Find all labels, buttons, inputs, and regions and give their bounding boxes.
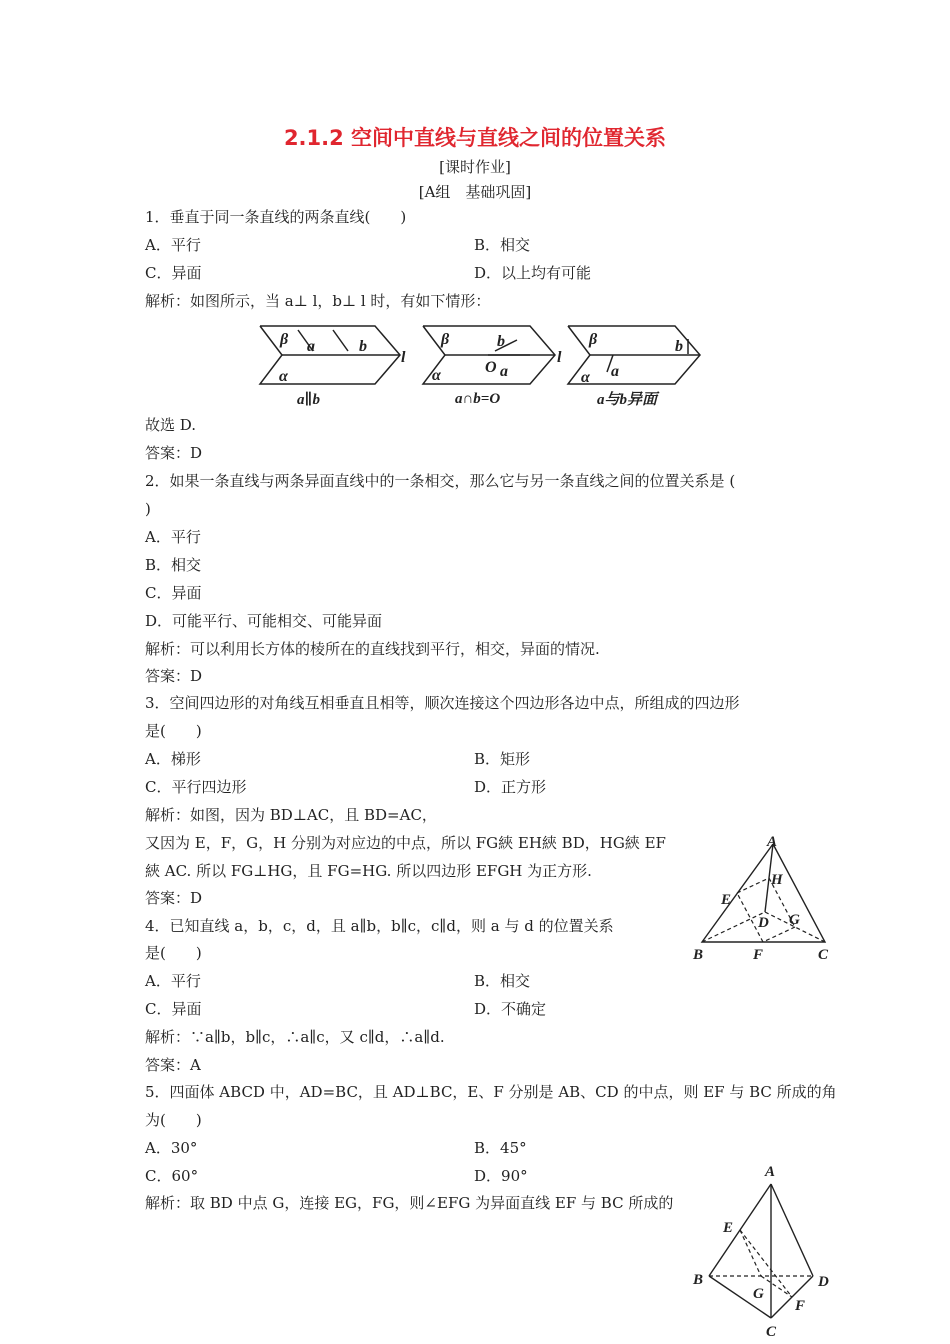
q5-stem-line1: 5．四面体 ABCD 中，AD=BC，且 AD⊥BC，E、F 分别是 AB、CD 的中点，则 EF 与 BC 所成的角 (145, 1083, 837, 1101)
q1-fig2-caption: a∩b=O (455, 391, 501, 407)
q3-stem-line1: 3．空间四边形的对角线互相垂直且相等，顺次连接这个四边形各边中点，所组成的四边形 (145, 694, 740, 712)
q3-fig-E-label: E (721, 892, 732, 908)
q1-option-c: C．异面 (145, 264, 202, 282)
q5-fig-D-label: D (818, 1274, 829, 1290)
q3-option-b: B．矩形 (474, 750, 531, 768)
q3-option-c: C．平行四边形 (145, 778, 247, 796)
q1-fig3-b-label: b (675, 338, 683, 355)
q1-fig2-beta-label: β (441, 331, 450, 348)
q1-analysis: 解析：如图所示，当 a⊥ l，b⊥ l 时，有如下情形： (145, 292, 491, 310)
q1-planes-figure (255, 318, 705, 413)
q3-analysis-line2: 又因为 E，F，G，H 分别为对应边的中点，所以 FG綊 EH綊 BD，HG綊 EF (145, 834, 666, 852)
q4-analysis: 解析：∵a∥b，b∥c，∴a∥c，又 c∥d，∴a∥d. (145, 1028, 445, 1046)
q1-fig3-alpha-label: α (581, 369, 590, 386)
q1-fig3-caption: a与b异面 (597, 392, 658, 408)
q5-option-d: D．90° (474, 1167, 528, 1185)
q3-stem-line2: 是( ) (145, 722, 202, 740)
q3-fig-C-label: C (818, 947, 829, 963)
q3-analysis-line1: 解析：如图，因为 BD⊥AC，且 BD=AC， (145, 806, 437, 824)
q4-stem-line1: 4．已知直线 a，b，c，d，且 a∥b，b∥c，c∥d，则 a 与 d 的位置关系 (145, 917, 614, 935)
q5-option-a: A．30° (145, 1139, 198, 1157)
q3-tetrahedron-figure (685, 832, 835, 967)
q5-fig-G-label: G (753, 1286, 764, 1302)
q5-analysis: 解析：取 BD 中点 G，连接 EG，FG，则∠EFG 为异面直线 EF 与 BC 所成的 (145, 1194, 674, 1212)
q2-option-c: C．异面 (145, 584, 202, 602)
q5-tetrahedron-figure (685, 1158, 840, 1344)
q5-fig-E-label: E (723, 1220, 734, 1236)
q1-fig2-a-label: a (500, 363, 508, 380)
q5-fig-C-label: C (766, 1324, 777, 1340)
q1-answer: 答案：D (145, 444, 203, 462)
q3-fig-B-label: B (693, 947, 704, 963)
q3-option-a: A．梯形 (145, 750, 201, 768)
q2-stem-line2: ) (145, 500, 151, 518)
q2-stem-line1: 2．如果一条直线与两条异面直线中的一条相交，那么它与另一条直线之间的位置关系是 ( (145, 472, 736, 490)
q1-fig1-a-label: a (307, 338, 315, 355)
q1-fig2-b-label: b (497, 333, 505, 350)
q5-option-c: C．60° (145, 1167, 199, 1185)
q5-stem-line2: 为( ) (145, 1111, 202, 1129)
q2-option-d: D．可能平行、可能相交、可能异面 (145, 612, 383, 630)
q3-fig-G-label: G (789, 912, 800, 928)
q4-option-a: A．平行 (145, 972, 201, 990)
q3-answer: 答案：D (145, 889, 203, 907)
q3-fig-A-label: A (767, 834, 778, 850)
q3-fig-H-label: H (771, 872, 783, 888)
q1-option-b: B．相交 (474, 236, 531, 254)
q4-answer: 答案：A (145, 1056, 201, 1074)
q1-fig1-alpha-label: α (279, 368, 288, 385)
q5-fig-A-label: A (765, 1164, 776, 1180)
q1-option-d: D．以上均有可能 (474, 264, 592, 282)
q1-stem: 1．垂直于同一条直线的两条直线( ) (145, 208, 407, 226)
q1-fig1-b-label: b (359, 338, 367, 355)
q1-fig3-beta-label: β (589, 331, 598, 348)
subtitle-group-a: [A组 基础巩固] (418, 183, 532, 201)
q2-answer: 答案：D (145, 667, 203, 685)
q1-conclusion: 故选 D. (145, 416, 197, 434)
q3-fig-D-label: D (758, 915, 769, 931)
q2-analysis: 解析：可以利用长方体的棱所在的直线找到平行，相交，异面的情况. (145, 640, 600, 658)
q1-fig1-beta-label: β (280, 331, 289, 348)
q3-fig-F-label: F (753, 947, 764, 963)
q4-option-c: C．异面 (145, 1000, 202, 1018)
q1-fig2-alpha-label: α (432, 367, 441, 384)
q4-option-b: B．相交 (474, 972, 531, 990)
q5-fig-B-label: B (693, 1272, 704, 1288)
q2-option-b: B．相交 (145, 556, 202, 574)
q1-fig1-l-label: l (401, 349, 406, 366)
q1-fig3-a-label: a (611, 363, 619, 380)
q4-option-d: D．不确定 (474, 1000, 547, 1018)
q1-option-a: A．平行 (145, 236, 201, 254)
subtitle-homework: [课时作业] (439, 158, 511, 176)
q2-option-a: A．平行 (145, 528, 201, 546)
q3-analysis-line3: 綊 AC. 所以 FG⊥HG，且 FG=HG. 所以四边形 EFGH 为正方形. (145, 862, 592, 880)
q1-fig2-l-label: l (557, 349, 562, 366)
q1-fig1-caption: a∥b (297, 392, 320, 408)
q3-option-d: D．正方形 (474, 778, 547, 796)
q5-option-b: B．45° (474, 1139, 527, 1157)
q1-fig2-O-label: O (485, 359, 497, 376)
q5-fig-F-label: F (795, 1298, 806, 1314)
q4-stem-line2: 是( ) (145, 944, 202, 962)
page-title: 2.1.2 空间中直线与直线之间的位置关系 (283, 126, 667, 150)
